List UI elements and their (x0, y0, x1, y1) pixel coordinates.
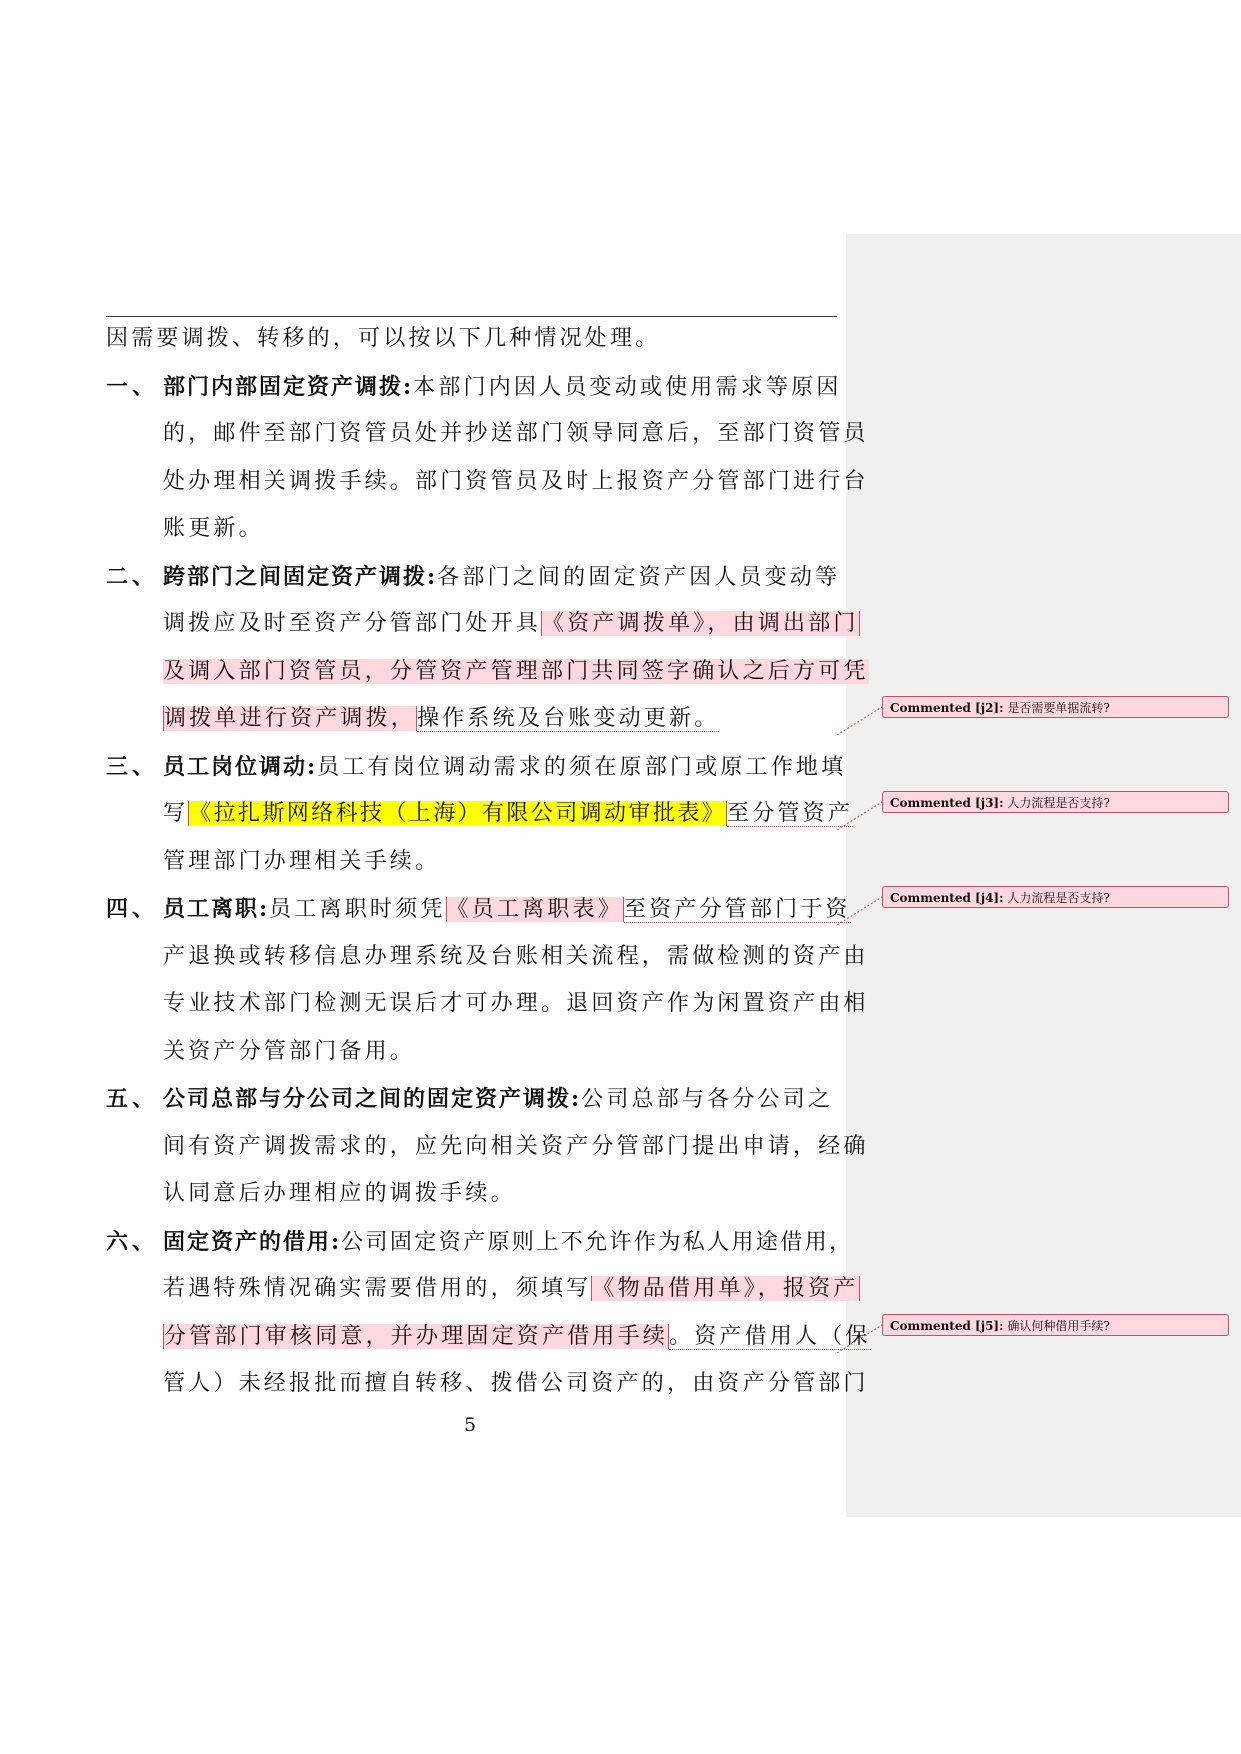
item-3-text: 写 (163, 801, 189, 826)
item-3-line-3: 管理部门办理相关手续。 (163, 849, 441, 874)
item-5-line-3: 认同意后办理相应的调拨手续。 (163, 1181, 516, 1206)
item-5-title: 公司总部与分公司之间的固定资产调拨: (163, 1086, 582, 1112)
item-3-number: 三、 (106, 754, 159, 780)
item-1-line-2: 的，邮件至部门资管员处并抄送部门领导同意后，至部门资管员 (163, 421, 869, 446)
item-5-line-2: 间有资产调拨需求的，应先向相关资产分管部门提出申请，经确 (163, 1134, 869, 1159)
connector-j2 (837, 707, 882, 735)
comment-label: Commented [j3]: (890, 796, 1004, 810)
connector-j5 (837, 1325, 882, 1353)
item-2-number: 二、 (106, 564, 159, 590)
item-4-text: 至资产分管部门于资 (623, 897, 851, 922)
comment-label: Commented [j2]: (890, 701, 1004, 715)
comment-text: 人力流程是否支持? (1007, 796, 1110, 810)
highlighted-text[interactable]: 及调入部门资管员，分管资产管理部门共同签字确认之后方可凭 (163, 659, 869, 684)
item-6-title: 固定资产的借用: (163, 1229, 342, 1255)
item-2-text: 各部门之间的固定资产因人员变动等 (437, 565, 841, 590)
comment-label: Commented [j5]: (890, 1319, 1004, 1333)
item-6-text: 公司固定资产原则上不允许作为私人用途借用， (341, 1230, 854, 1255)
comment-balloon-j2[interactable] (882, 696, 1229, 718)
item-6-number: 六、 (106, 1229, 159, 1255)
comment-text: 确认何种借用手续? (1007, 1319, 1110, 1333)
comment-text: 是否需要单据流转? (1007, 701, 1110, 715)
connector-j4 (837, 897, 882, 925)
item-6-text: 若遇特殊情况确实需要借用的，须填写 (163, 1276, 592, 1301)
comment-text: 人力流程是否支持? (1007, 891, 1110, 905)
intro-text: 因需要调拨、转移的，可以按以下几种情况处理。 (106, 326, 661, 351)
item-6-line-4: 管人）未经报批而擅自转移、拨借公司资产的，由资产分管部门 (163, 1371, 869, 1396)
item-5-text: 公司总部与各分公司之 (581, 1087, 834, 1112)
item-6-text: 。资产借用人（保 (669, 1324, 871, 1349)
highlight-item-borrow-form[interactable]: 《物品借用单》，报资产 (592, 1276, 859, 1301)
item-2-text: 操作系统及台账变动更新。 (417, 706, 720, 731)
highlighted-text[interactable]: 调拨单进行资产调拨， (164, 706, 417, 731)
item-4-line-4: 关资产分管部门备用。 (163, 1039, 416, 1064)
item-3-text: 至分管资产 (727, 801, 854, 826)
highlight-resignation-form[interactable]: 《员工离职表》 (446, 897, 623, 922)
item-1-line-4: 账更新。 (163, 516, 264, 541)
item-4-line-3: 专业技术部门检测无误后才可办理。退回资产作为闲置资产由相 (163, 991, 869, 1016)
item-1-text: 本部门内因人员变动或使用需求等原因 (413, 375, 842, 400)
item-4-line-2: 产退换或转移信息办理系统及台账相关流程，需做检测的资产由 (163, 944, 869, 969)
item-1-title: 部门内部固定资产调拨: (163, 374, 414, 400)
item-4-text: 员工离职时须凭 (269, 897, 446, 922)
comment-label: Commented [j4]: (890, 891, 1004, 905)
item-3-text: 员工有岗位调动需求的须在原部门或原工作地填 (317, 755, 847, 780)
item-2-title: 跨部门之间固定资产调拨: (163, 564, 438, 590)
highlight-asset-transfer-form[interactable]: 《资产调拨单》，由调出部门 (542, 611, 859, 636)
comment-balloon-j3[interactable] (882, 791, 1229, 813)
item-3-title: 员工岗位调动: (163, 754, 318, 780)
item-1-number: 一、 (106, 374, 159, 400)
comment-balloon-j5[interactable] (882, 1314, 1229, 1336)
item-2-text: 调拨应及时至资产分管部门处开具 (163, 611, 542, 636)
highlighted-text[interactable]: 分管部门审核同意，并办理固定资产借用手续 (164, 1324, 669, 1349)
item-5-number: 五、 (106, 1086, 159, 1112)
item-4-number: 四、 (106, 896, 159, 922)
item-1-line-3: 处办理相关调拨手续。部门资管员及时上报资产分管部门进行台 (163, 469, 869, 494)
comment-balloon-j4[interactable] (882, 886, 1229, 908)
item-4-title: 员工离职: (163, 896, 270, 922)
highlight-transfer-approval-form[interactable]: 《拉扎斯网络科技（上海）有限公司调动审批表》 (189, 801, 727, 826)
connector-j3 (837, 802, 882, 830)
page-number: 5 (463, 1414, 477, 1436)
